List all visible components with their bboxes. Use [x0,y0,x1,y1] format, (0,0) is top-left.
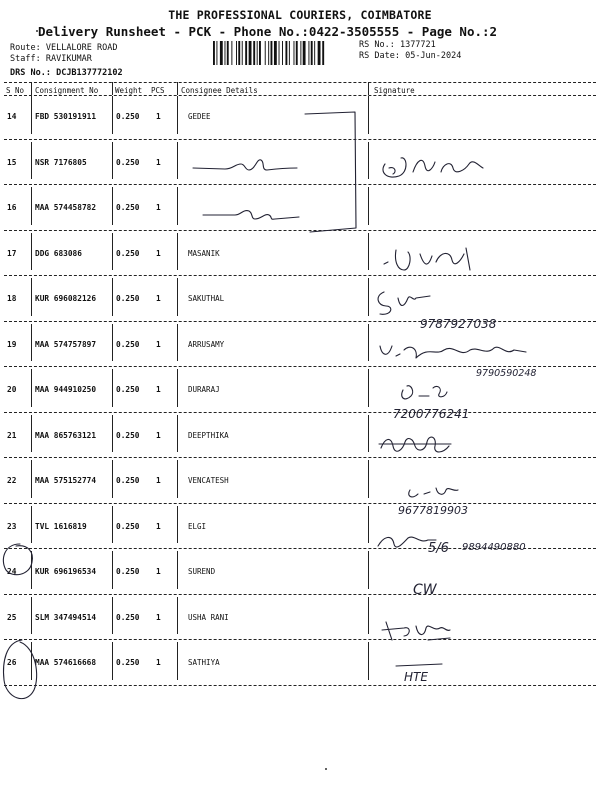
row-weight: 0.250 [116,476,140,485]
col-divider [112,96,113,134]
row-pcs: 1 [156,157,161,167]
col-divider [31,142,32,180]
signature-row-26 [392,660,452,688]
row-sno: 26 [7,658,17,667]
col-header-consignment: Consignment No [35,86,99,95]
col-divider [112,82,113,95]
barcode-bar [296,41,298,65]
row-separator [4,457,596,458]
row-sno: 17 [7,248,17,258]
col-divider [31,324,32,362]
barcode-bar [322,41,324,65]
col-divider [177,142,178,180]
row-consignment-no: SLM 347494514 [35,612,97,622]
signature-row-22 [390,482,510,520]
signature-row-24 [405,570,465,604]
col-divider [112,642,113,680]
row-weight: 0.250 [116,339,140,349]
runsheet-subtitle: Delivery Runsheet - PCK - Phone No.:0422-3505555 - Page No.:2 [38,24,498,39]
col-divider [31,82,32,95]
barcode-bar [285,41,287,65]
barcode-bar [227,41,229,65]
barcode-bar [279,41,280,65]
drs-value: DCJB137772102 [56,68,123,78]
row-weight: 0.250 [116,294,140,303]
row-sno: 21 [7,430,17,440]
row-weight: 0.250 [116,521,140,531]
col-divider [177,415,178,453]
row-consignment-no: KUR 696196534 [35,567,97,576]
barcode-bar [242,41,243,65]
col-divider [112,506,113,544]
col-header-signature: Signature [374,86,415,95]
row-separator [4,412,596,413]
handwritten-phone-row-23: 9894490880 [462,542,526,553]
col-header-consignee: Consignee Details [181,86,258,95]
barcode-bar [268,41,269,65]
handwritten-phone-row-18: 9787927038 [420,317,497,331]
row-consignment-no: MAA 865763121 [35,430,97,440]
row-pcs: 1 [156,612,161,622]
barcode-bar [271,41,273,65]
col-divider [368,506,369,544]
barcode-bar [308,41,309,65]
circle-mark-row-24 [0,540,36,580]
row-consignment-no: MAA 944910250 [35,385,97,394]
drs-info: DRS No.: DCJB137772102 [10,68,123,78]
col-divider [112,278,113,316]
barcode [213,41,353,65]
col-divider [31,460,32,498]
row-consignment-no: FBD 530191911 [35,112,97,121]
col-divider [31,506,32,544]
col-divider [112,233,113,271]
handwritten-phone-row-19: 9790590248 [476,368,537,379]
row-sno: 20 [7,385,17,394]
col-divider [177,642,178,680]
col-divider [31,278,32,316]
row-pcs: 1 [156,521,161,531]
col-divider [177,82,178,95]
barcode-bar [274,41,277,65]
row-consignee: SATHIYA [188,658,220,667]
row-sno: 16 [7,203,17,212]
row-consignee: USHA RANI [188,612,229,622]
signature-row-23 [370,522,570,564]
row-consignment-no: MAA 574616668 [35,658,97,667]
row-consignment-no: MAA 574757897 [35,339,97,349]
barcode-bar [282,41,283,65]
row-consignment-no: MAA 574458782 [35,203,97,212]
row-sno: 18 [7,294,17,303]
handwritten-consignee-mark [195,203,305,228]
row-pcs: 1 [156,385,161,394]
barcode-bar [311,41,313,65]
col-divider [31,597,32,635]
signature-row-15 [375,146,495,186]
row-weight: 0.250 [116,658,140,667]
barcode-bar [314,41,315,65]
row-separator [4,275,596,276]
barcode-bar [318,41,321,65]
table-top-rule [4,82,596,83]
row-consignee: SUREND [188,567,216,576]
signature-row-21 [375,428,465,462]
row-pcs: 1 [156,294,161,303]
handwritten-phone-row-20: 7200776241 [393,407,470,421]
speck [36,30,38,32]
col-divider [31,187,32,225]
row-consignment-no: DDG 683086 [35,248,82,258]
row-sno: 22 [7,476,17,485]
col-divider [177,278,178,316]
row-consignee: DEEPTHIKA [188,430,229,440]
col-divider [368,597,369,635]
col-header-pcs: PCS [151,86,165,95]
col-divider [112,460,113,498]
handwritten-mark-row-26: HTE [404,670,428,684]
row-weight: 0.250 [116,248,140,258]
handwritten-date-row-23: 5/6 [428,541,449,556]
row-consignee: DURARAJ [188,385,220,394]
col-divider [177,96,178,134]
col-divider [112,415,113,453]
row-separator [4,639,596,640]
company-title: THE PROFESSIONAL COURIERS, COIMBATORE [168,8,432,22]
col-divider [31,233,32,271]
col-divider [368,415,369,453]
row-consignee: MASANIK [188,248,220,258]
col-divider [177,233,178,271]
handwritten-consignee-mark [185,150,305,180]
col-divider [31,415,32,453]
barcode-bar [220,41,223,65]
staff-info: Staff: RAVIKUMAR [10,54,92,64]
barcode-bar [213,41,215,65]
col-divider [177,551,178,589]
row-sno: 24 [7,567,17,576]
col-divider [368,233,369,271]
row-weight: 0.250 [116,385,140,394]
row-pcs: 1 [156,430,161,440]
row-pcs: 1 [156,339,161,349]
row-separator [4,594,596,595]
barcode-bar [236,41,237,65]
row-consignment-no: MAA 575152774 [35,476,97,485]
col-divider [177,324,178,362]
col-divider [368,278,369,316]
col-header-weight: Weight [115,86,143,95]
row-weight: 0.250 [116,157,140,167]
row-sno: 25 [7,612,17,622]
row-sno: 14 [7,112,17,121]
col-divider [368,551,369,589]
col-divider [112,597,113,635]
barcode-bar [289,41,290,65]
row-consignee: GEDEE [188,112,211,121]
barcode-bar [303,41,306,65]
row-sno: 23 [7,521,17,531]
barcode-bar [238,41,240,65]
signature-row-25 [378,614,468,646]
barcode-bar [259,41,261,65]
staff-value: RAVIKUMAR [45,54,92,64]
col-divider [31,96,32,134]
barcode-bar [294,41,295,65]
barcode-bar [231,41,232,65]
col-divider [112,324,113,362]
col-divider [368,460,369,498]
rs-date-info: RS Date: 05-Jun-2024 [359,51,462,61]
col-divider [112,187,113,225]
barcode-bar [225,41,226,65]
barcode-bar [253,41,255,65]
col-divider [112,551,113,589]
row-pcs: 1 [156,658,161,667]
row-sno: 19 [7,339,17,349]
speck [325,768,327,770]
row-sno: 15 [7,157,17,167]
signature-row-20 [385,378,505,424]
rs-no-value: 1377721 [399,40,436,50]
col-divider [177,460,178,498]
barcode-bar [216,41,217,65]
header-rule [4,95,596,96]
col-divider [177,187,178,225]
row-separator [4,685,596,686]
col-divider [31,369,32,407]
col-divider [177,369,178,407]
rs-date-value: 05-Jun-2024 [405,51,462,61]
route-info: Route: VELLALORE ROAD [10,43,118,53]
row-consignee: VENCATESH [188,476,229,485]
row-pcs: 1 [156,203,161,212]
barcode-bar [265,41,266,65]
barcode-bar [300,41,301,65]
row-consignment-no: TVL 1616819 [35,521,87,531]
row-pcs: 1 [156,567,161,576]
col-header-sno: S No [6,86,25,95]
barcode-bar [249,41,252,65]
route-value: VELLALORE ROAD [45,43,118,53]
row-consignment-no: KUR 696082126 [35,294,97,303]
row-weight: 0.250 [116,203,140,212]
col-divider [177,597,178,635]
signature-row-18 [370,284,570,332]
row-consignee: SAKUTHAL [188,294,225,303]
handwritten-mark-row-24: CW [413,582,437,598]
row-weight: 0.250 [116,430,140,440]
row-pcs: 1 [156,476,161,485]
col-divider [112,142,113,180]
circle-mark-row-26 [0,636,40,708]
rs-no-info: RS No.: 1377721 [359,40,436,50]
barcode-bar [257,41,258,65]
handwritten-phone-row-22: 9677819903 [398,504,468,517]
col-divider [368,642,369,680]
col-divider [368,324,369,362]
row-weight: 0.250 [116,112,140,121]
row-consignment-no: NSR 7176805 [35,157,87,167]
col-divider [177,506,178,544]
row-pcs: 1 [156,248,161,258]
signature-row-17 [380,240,480,280]
row-consignee: ELGI [188,521,207,531]
row-weight: 0.250 [116,567,140,576]
barcode-bar [245,41,247,65]
signature-row-19 [370,336,580,382]
row-consignee: ARRUSAMY [188,339,225,349]
col-divider [368,369,369,407]
row-weight: 0.250 [116,612,140,622]
col-divider [112,369,113,407]
col-divider [368,82,369,95]
bracket-mark [300,108,370,238]
row-pcs: 1 [156,112,161,121]
